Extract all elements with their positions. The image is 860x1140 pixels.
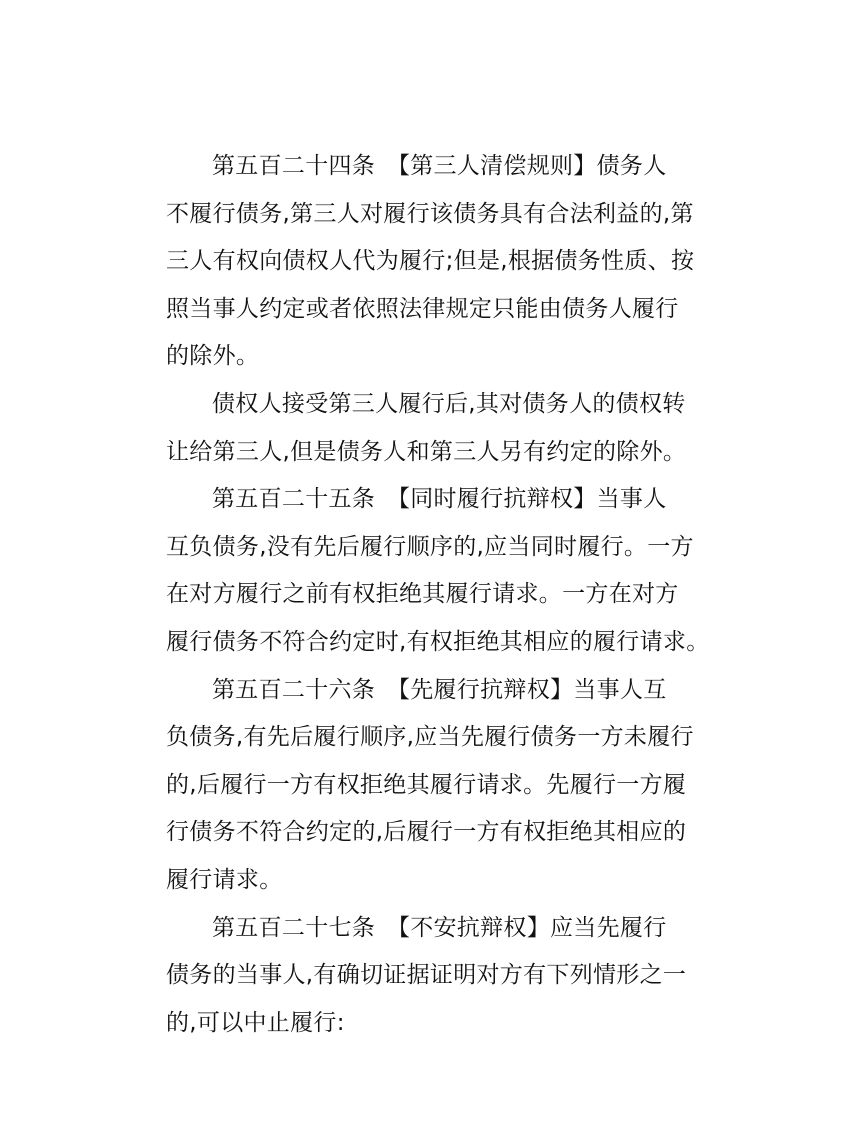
article-525-text-line: 在对方履行之前有权拒绝其履行请求。一方在对方 <box>166 581 679 608</box>
document-body <box>166 143 710 1047</box>
article-527-text-line: 的,可以中止履行: <box>166 1009 345 1036</box>
article-527-heading-line: 第五百二十七条 【不安抗辩权】应当先履行 <box>212 914 667 941</box>
article-526-text-line: 的,后履行一方有权拒绝其履行请求。先履行一方履 <box>166 771 687 798</box>
article-526-text-line: 负债务,有先后履行顺序,应当先履行债务一方未履行 <box>166 724 694 751</box>
article-527-text-line: 债务的当事人,有确切证据证明对方有下列情形之一 <box>166 962 687 989</box>
article-524-paragraph-2-line: 债权人接受第三人履行后,其对债务人的债权转 <box>212 390 686 417</box>
article-526-text-line: 行债务不符合约定的,后履行一方有权拒绝其相应的 <box>166 819 687 846</box>
article-525-text-line: 履行债务不符合约定时,有权拒绝其相应的履行请求。 <box>166 628 710 655</box>
article-524-text-line: 照当事人约定或者依照法律规定只能由债务人履行 <box>166 295 679 322</box>
article-525-text-line: 互负债务,没有先后履行顺序的,应当同时履行。一方 <box>166 533 694 560</box>
article-524-heading-line: 第五百二十四条 【第三人清偿规则】债务人 <box>212 153 667 179</box>
article-526-heading-line: 第五百二十六条 【先履行抗辩权】当事人互 <box>212 676 667 703</box>
article-525-heading-line: 第五百二十五条 【同时履行抗辩权】当事人 <box>212 486 667 513</box>
article-524-text-line: 的除外。 <box>166 343 260 370</box>
article-524-text-line: 不履行债务,第三人对履行该债务具有合法利益的,第 <box>166 200 694 227</box>
article-524-text-line: 三人有权向债权人代为履行;但是,根据债务性质、按 <box>166 248 695 275</box>
article-524-paragraph-2-line: 让给第三人,但是债务人和第三人另有约定的除外。 <box>166 438 687 465</box>
article-526-text-line: 履行请求。 <box>166 866 283 893</box>
